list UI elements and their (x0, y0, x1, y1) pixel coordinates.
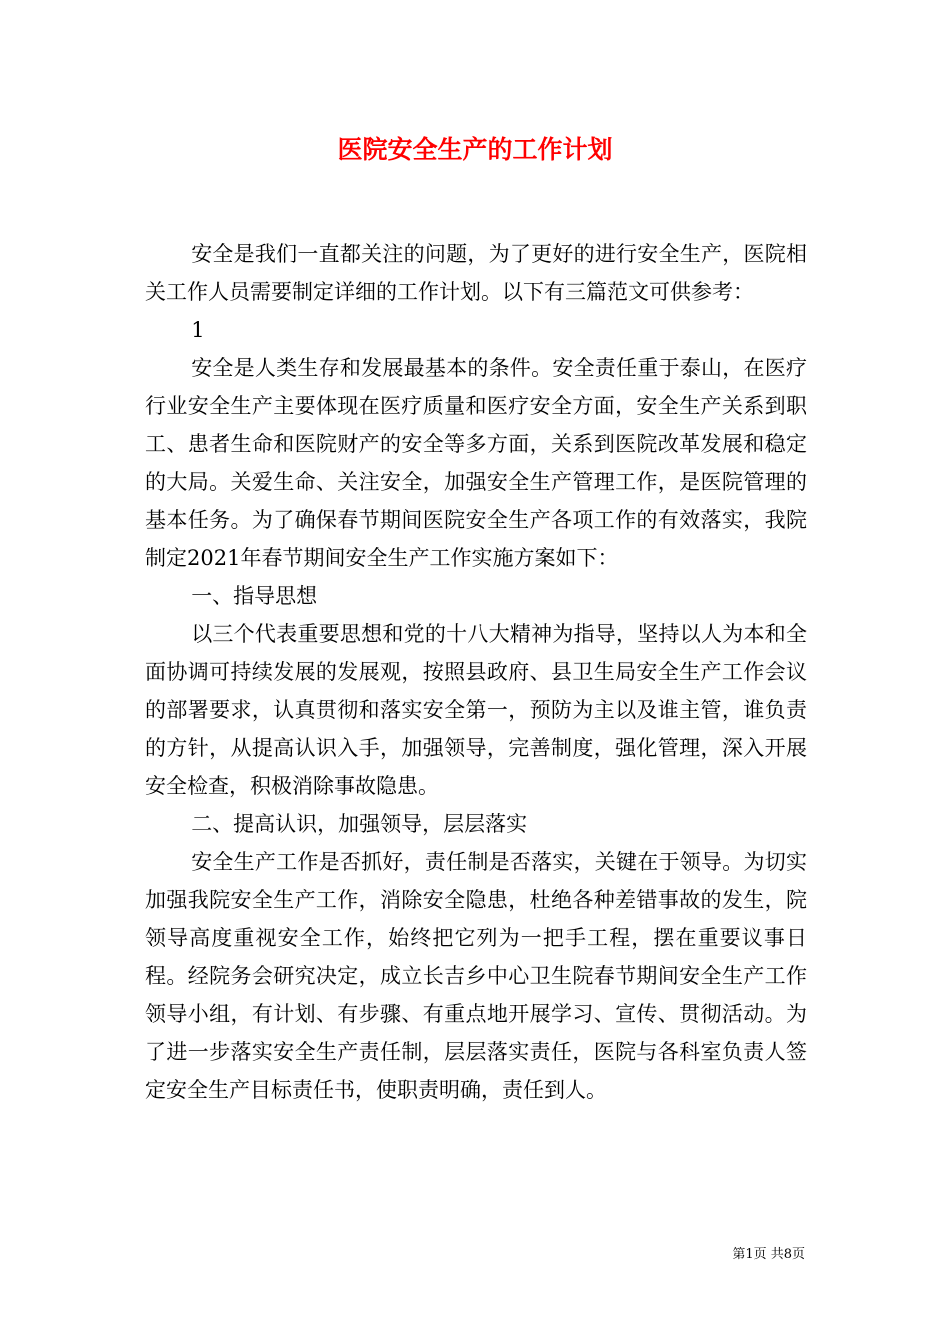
heading-guiding-ideology: 一、指导思想 (191, 584, 318, 608)
page-number-footer: 第1页 共8页 (732, 1247, 805, 1262)
document-body (145, 235, 807, 1109)
heading-improve-awareness: 二、提高认识，加强领导，层层落实 (191, 812, 528, 836)
intro-paragraph: 安全是我们一直都关注的问题，为了更好的进行安全生产，医院相关工作人员需要制定详细的工作计划。以下有三篇范文可供参考： (145, 242, 807, 304)
paragraph-1: 安全是人类生存和发展最基本的条件。安全责任重于泰山，在医疗行业安全生产主要体现在医疗质量和医疗安全方面，安全生产关系到职工、患者生命和医院财产的安全等多方面，关系到医院改革发展和稳定的大局。关爱生命、关注安全，加强安全生产管理工作，是医院管理的基本任务。为了确保春节期间医院安全生产各项工作的有效落实，我院制定2021年春节期间安全生产工作实施方案如下： (145, 356, 807, 570)
section-number: 1 (191, 318, 205, 342)
paragraph-2: 以三个代表重要思想和党的十八大精神为指导，坚持以人为本和全面协调可持续发展的发展观，按照县政府、县卫生局安全生产工作会议的部署要求，认真贯彻和落实安全第一，预防为主以及谁主管，谁负责的方针，从提高认识入手，加强领导，完善制度，强化管理，深入开展安全检查，积极消除事故隐患。 (145, 622, 807, 798)
page-title: 医院安全生产的工作计划 (337, 135, 613, 164)
paragraph-3: 安全生产工作是否抓好，责任制是否落实，关键在于领导。为切实加强我院安全生产工作，消除安全隐患，杜绝各种差错事故的发生，院领导高度重视安全工作，始终把它列为一把手工程，摆在重要议事日程。经院务会研究决定，成立长吉乡中心卫生院春节期间安全生产工作领导小组，有计划、有步骤、有重点地开展学习、宣传、贯彻活动。为了进一步落实安全生产责任制，层层落实责任，医院与各科室负责人签定安全生产目标责任书，使职责明确，责任到人。 (145, 850, 807, 1102)
